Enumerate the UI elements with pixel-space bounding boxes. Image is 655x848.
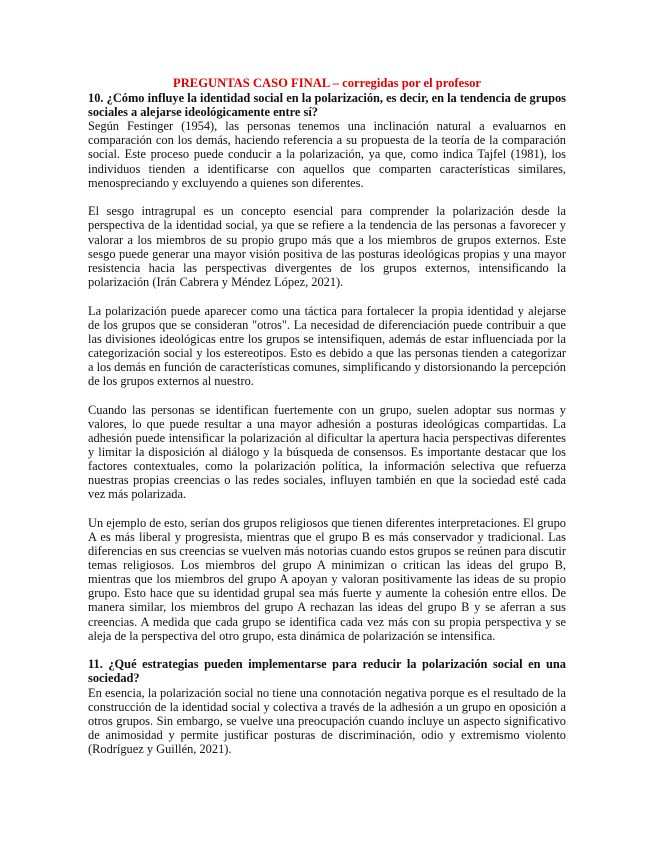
paragraph-spacer (88, 289, 566, 304)
paragraph-spacer (88, 388, 566, 403)
question-11: 11. ¿Qué estrategias pueden implementarse para reducir la polarización social en una sociedad? (88, 657, 566, 686)
q10-paragraph-4: Cuando las personas se identifican fuertemente con un grupo, suelen adoptar sus normas y valores, lo que puede resultar a una mayor adhesión a posturas ideológicas compartidas. La adhesión puede intensificar la polarización al dificultar la apertura hacia perspectivas diferentes y limitar la disposición al diálogo y la búsqueda de consensos. Es importante destacar que los factores contextuales, como la polarización política, la información selectiva que refuerza nuestras propias creencias o las redes sociales, influyen también en que la sociedad esté cada vez más polarizada. (88, 402, 566, 502)
paragraph-spacer (88, 190, 566, 205)
document-title: PREGUNTAS CASO FINAL – corregidas por el profesor (173, 76, 481, 90)
q10-paragraph-5: Un ejemplo de esto, serían dos grupos religiosos que tienen diferentes interpretaciones. El grupo A es más liberal y progresista, mientras que el grupo B es más conservador y tradicional. Las diferencias en sus creencias se vuelven más notorias cuando estos grupos se reúnen para discutir temas religiosos. Los miembros del grupo A minimizan o critican las ideas del grupo B, mientras que los miembros del grupo A apoyan y valoran positivamente las ideas de su propio grupo. Esto hace que su identidad grupal sea más fuerte y aumente la cohesión entre ellos. De manera similar, los miembros del grupo A rechazan las ideas del grupo B y se aferran a sus creencias. A medida que cada grupo se identifica cada vez más con su propia perspectiva y se aleja de la perspectiva del otro grupo, esta dinámica de polarización se intensifica. (88, 515, 566, 643)
paragraph-spacer (88, 501, 566, 516)
paragraph-spacer (88, 643, 566, 658)
q11-paragraph-1: En esencia, la polarización social no tiene una connotación negativa porque es el resultado de la construcción de la identidad social y colectiva a través de la adhesión a un grupo en oposición a otros grupos. Sin embargo, se vuelve una preocupación cuando incluye un aspecto significativo de animosidad y permite justificar posturas de discriminación, odio y extremismo violento (Rodríguez y Guillén, 2021). (88, 685, 566, 756)
question-10: 10. ¿Cómo influye la identidad social en la polarización, es decir, en la tendencia de grupos sociales a alejarse ideológicamente entre sí? (88, 91, 566, 120)
document-page (88, 76, 566, 756)
q10-paragraph-1: Según Festinger (1954), las personas tenemos una inclinación natural a evaluarnos en comparación con los demás, haciendo referencia a su propuesta de la teoría de la comparación social. Este proceso puede conducir a la polarización, ya que, como indica Tajfel (1981), los individuos tienden a identificarse con aquellos que comparten características similares, menospreciando y excluyendo a quienes son diferentes. (88, 119, 566, 190)
q10-paragraph-3: La polarización puede aparecer como una táctica para fortalecer la propia identidad y alejarse de los grupos que se consideran "otros". La necesidad de diferenciación puede contribuir a que las divisiones ideológicas entre los grupos se intensifiquen, además de estar influenciada por la categorización social y los estereotipos. Esto es debido a que las personas tienden a categorizar a los demás en función de características comunes, simplificando y distorsionando la percepción de los grupos externos al nuestro. (88, 303, 566, 388)
q10-paragraph-2: El sesgo intragrupal es un concepto esencial para comprender la polarización desde la perspectiva de la identidad social, ya que se refiere a la tendencia de las personas a favorecer y valorar a los miembros de su propio grupo más que a los miembros de grupos externos. Este sesgo puede generar una mayor visión positiva de las posturas ideológicas propias y una mayor resistencia hacia las perspectivas divergentes de los grupos externos, intensificando la polarización (Irán Cabrera y Méndez López, 2021). (88, 204, 566, 289)
